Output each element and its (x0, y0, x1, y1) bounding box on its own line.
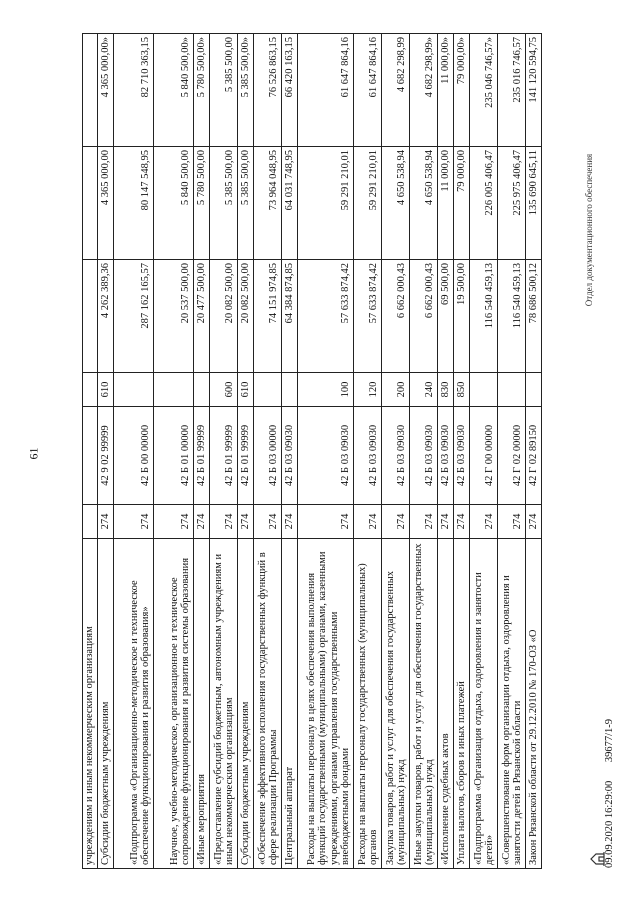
row-value-2021: 64 031 748,95 (281, 147, 297, 260)
row-value-2021: 4 650 538,94 (409, 147, 437, 260)
row-code: 274 (209, 505, 237, 539)
row-value-2022: 5 385 500,00» (237, 34, 253, 147)
row-value-2020: 74 151 974,85 (253, 260, 281, 373)
row-kvr (497, 373, 525, 407)
row-kcsr: 42 Г 00 00000 (469, 407, 497, 505)
row-name: Центральный аппарат (281, 539, 297, 869)
row-kcsr: 42 Б 01 00000 (153, 407, 193, 505)
row-kcsr: 42 Б 00 00000 (113, 407, 153, 505)
row-kvr: 100 (297, 373, 353, 407)
row-code: 274 (525, 505, 541, 539)
table-row (437, 34, 453, 869)
row-code: 274 (193, 505, 209, 539)
row-value-2021: 225 975 406,47 (497, 147, 525, 260)
footer-datetime: 09.09.2020 16:29:00 (604, 780, 615, 868)
row-value-2020: 57 633 874,42 (353, 260, 381, 373)
row-value-2022: 61 647 864,16 (353, 34, 381, 147)
row-kcsr: 42 Б 03 09030 (437, 407, 453, 505)
row-value-2020: 69 500,00 (437, 260, 453, 373)
row-value-2021: 59 291 210,01 (353, 147, 381, 260)
row-value-2022: 5 385 500,00 (209, 34, 237, 147)
table-row (453, 34, 469, 869)
row-code: 274 (497, 505, 525, 539)
row-kvr (83, 373, 98, 407)
row-value-2022: 61 647 864,16 (297, 34, 353, 147)
row-value-2021: 79 000,00 (453, 147, 469, 260)
row-kvr (525, 373, 541, 407)
row-value-2020: 20 082 500,00 (209, 260, 237, 373)
row-code: 274 (281, 505, 297, 539)
row-value-2022: 4 682 298,99 (381, 34, 409, 147)
table-row (193, 34, 209, 869)
row-code: 274 (453, 505, 469, 539)
row-name: Закупка товаров, работ и услуг для обеспечения государственных (муниципальных) нужд (381, 539, 409, 869)
row-name: Субсидии бюджетным учреждениям (97, 539, 113, 869)
table-row (237, 34, 253, 869)
row-value-2020: 6 662 000,43 (409, 260, 437, 373)
row-name: «Совершенствование форм организации отдыха, оздоровления и занятости детей в Рязанской области (497, 539, 525, 869)
row-name: Уплата налогов, сборов и иных платежей (453, 539, 469, 869)
row-value-2021: 11 000,00 (437, 147, 453, 260)
row-value-2020: 116 540 459,13 (497, 260, 525, 373)
row-value-2020: 6 662 000,43 (381, 260, 409, 373)
row-value-2022: 4 365 000,00» (97, 34, 113, 147)
table-row (497, 34, 525, 869)
row-kvr (469, 373, 497, 407)
table-row (297, 34, 353, 869)
table-row (525, 34, 541, 869)
row-code: 274 (153, 505, 193, 539)
row-code: 274 (297, 505, 353, 539)
table-row (153, 34, 193, 869)
table-row (209, 34, 237, 869)
row-value-2020: 57 633 874,42 (297, 260, 353, 373)
row-value-2021: 4 365 000,00 (97, 147, 113, 260)
row-kcsr: 42 Б 03 09030 (381, 407, 409, 505)
row-kvr: 240 (409, 373, 437, 407)
row-code: 274 (97, 505, 113, 539)
row-value-2021: 5 780 500,00 (193, 147, 209, 260)
row-kcsr: 42 Б 01 99999 (237, 407, 253, 505)
table-row (409, 34, 437, 869)
row-code: 274 (253, 505, 281, 539)
footer (604, 703, 615, 868)
row-kvr: 830 (437, 373, 453, 407)
row-name: Научное, учебно-методическое, организационное и техническое сопровождение функционирования и развития системы образования (153, 539, 193, 869)
row-name: Субсидии бюджетным учреждениям (237, 539, 253, 869)
row-value-2022: 82 710 363,15 (113, 34, 153, 147)
row-name: «Обеспечение эффективного исполнения государственных функций в сфере реализации Программы (253, 539, 281, 869)
row-name: Иные закупки товаров, работ и услуг для обеспечения государственных (муниципальных) нужд (409, 539, 437, 869)
row-kvr: 200 (381, 373, 409, 407)
row-name: «Иные мероприятия (193, 539, 209, 869)
row-value-2022: 5 840 500,00» (153, 34, 193, 147)
row-kcsr: 42 Г 02 89150 (525, 407, 541, 505)
row-value-2020: 287 162 165,57 (113, 260, 153, 373)
page-number: 61 (26, 447, 41, 460)
row-name: Закон Рязанской области от 29.12.2010 № 170-ОЗ «О (525, 539, 541, 869)
row-kcsr: 42 9 02 99999 (97, 407, 113, 505)
row-value-2021: 226 005 406,47 (469, 147, 497, 260)
table-row (113, 34, 153, 869)
table-row (469, 34, 497, 869)
row-kvr (153, 373, 193, 407)
row-value-2022: 4 682 298,99» (409, 34, 437, 147)
row-value-2022: 5 780 500,00» (193, 34, 209, 147)
row-kvr: 600 (209, 373, 237, 407)
row-value-2021: 5 385 500,00 (209, 147, 237, 260)
row-name: «Предоставление субсидий бюджетным, автономным учреждениям и иным некоммерческим организациям (209, 539, 237, 869)
row-value-2022: 235 016 746,57 (497, 34, 525, 147)
row-kvr: 610 (97, 373, 113, 407)
table-row (97, 34, 113, 869)
row-value-2020: 19 500,00 (453, 260, 469, 373)
row-name: «Подпрограмма «Организационно-методическое и техническое обеспечение функционирования и развития образования» (113, 539, 153, 869)
row-kvr (253, 373, 281, 407)
row-value-2022: 76 526 863,15 (253, 34, 281, 147)
row-kvr (281, 373, 297, 407)
row-kcsr: 42 Б 01 99999 (193, 407, 209, 505)
row-value-2020: 20 477 500,00 (193, 260, 209, 373)
row-value-2020: 20 082 500,00 (237, 260, 253, 373)
row-value-2020: 116 540 459,13 (469, 260, 497, 373)
row-value-2022: 79 000,00» (453, 34, 469, 147)
row-kcsr: 42 Б 03 09030 (297, 407, 353, 505)
table-row (253, 34, 281, 869)
row-value-2020 (83, 260, 98, 373)
table-row (83, 34, 98, 869)
row-value-2021: 5 385 500,00 (237, 147, 253, 260)
row-value-2020: 78 686 500,12 (525, 260, 541, 373)
row-name: «Исполнение судебных актов (437, 539, 453, 869)
row-kcsr: 42 Б 03 00000 (253, 407, 281, 505)
row-name: «Подпрограмма «Организация отдыха, оздоровления и занятости детей» (469, 539, 497, 869)
row-kvr (113, 373, 153, 407)
row-code: 274 (437, 505, 453, 539)
row-value-2021 (83, 147, 98, 260)
row-kcsr: 42 Б 03 09030 (453, 407, 469, 505)
row-name: Расходы на выплаты персоналу государственных (муниципальных) органов (353, 539, 381, 869)
table-row (281, 34, 297, 869)
row-kcsr (83, 407, 98, 505)
row-code: 274 (113, 505, 153, 539)
row-code: 274 (409, 505, 437, 539)
department-stamp: Отдел документационного обеспечения (584, 153, 594, 307)
row-value-2020: 64 384 874,85 (281, 260, 297, 373)
row-kvr: 610 (237, 373, 253, 407)
row-value-2022: 235 046 746,57» (469, 34, 497, 147)
row-kcsr: 42 Б 01 99999 (209, 407, 237, 505)
row-value-2021: 135 690 645,11 (525, 147, 541, 260)
row-value-2022: 11 000,00» (437, 34, 453, 147)
row-value-2021: 4 650 538,94 (381, 147, 409, 260)
row-name: Расходы на выплаты персоналу в целях обеспечения выполнения функций государственными (муниципальными) органами, казенными учреждениями, органами управления государственными внебюджетными фондами (297, 539, 353, 869)
row-code: 274 (353, 505, 381, 539)
row-code (83, 505, 98, 539)
row-code: 274 (469, 505, 497, 539)
table-row (381, 34, 409, 869)
row-kcsr: 42 Б 03 09030 (353, 407, 381, 505)
row-kcsr: 42 Г 02 00000 (497, 407, 525, 505)
row-value-2021: 80 147 548,95 (113, 147, 153, 260)
row-name: учреждениям и иным некоммерческим организациям (83, 539, 98, 869)
row-value-2021: 73 964 048,95 (253, 147, 281, 260)
row-kcsr: 42 Б 03 09030 (281, 407, 297, 505)
footer-doc-id: 39677/1-9 (604, 718, 615, 763)
row-value-2022 (83, 34, 98, 147)
row-kcsr: 42 Б 03 09030 (409, 407, 437, 505)
row-code: 274 (381, 505, 409, 539)
row-kvr: 850 (453, 373, 469, 407)
row-value-2020: 4 262 389,36 (97, 260, 113, 373)
row-value-2021: 59 291 210,01 (297, 147, 353, 260)
row-value-2021: 5 840 500,00 (153, 147, 193, 260)
row-kvr (193, 373, 209, 407)
row-kvr: 120 (353, 373, 381, 407)
row-value-2022: 66 420 163,15 (281, 34, 297, 147)
row-value-2020: 20 537 500,00 (153, 260, 193, 373)
row-value-2022: 141 120 594,75 (525, 34, 541, 147)
table-row (353, 34, 381, 869)
row-code: 274 (237, 505, 253, 539)
budget-table (82, 33, 542, 869)
budget-table-container (82, 34, 582, 869)
